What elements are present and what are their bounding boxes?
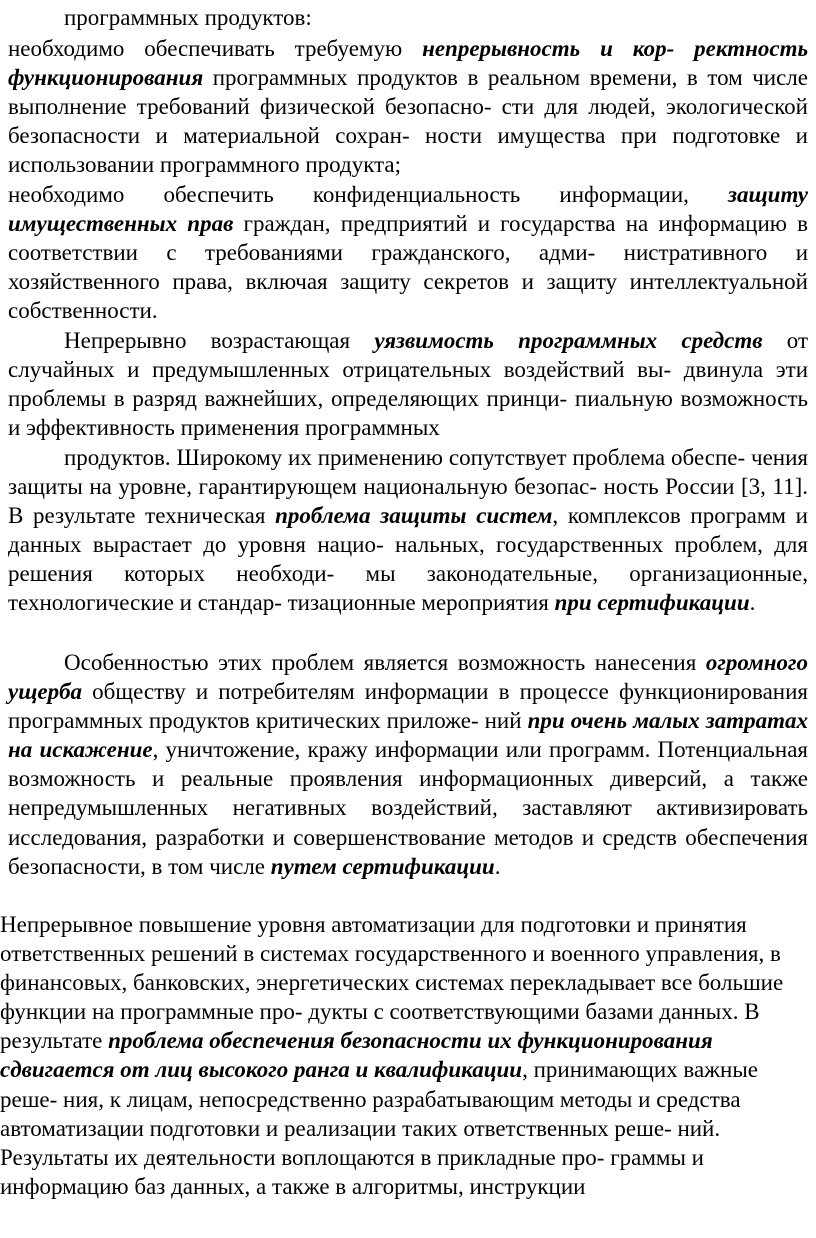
paragraph-vulnerability — [8, 326, 808, 442]
bullet-paragraph-2 — [8, 180, 808, 325]
intro-line — [64, 3, 804, 32]
bullet2-text-a: необходимо обеспечить конфиденциальность информации, — [8, 182, 729, 207]
bullet1-text-b: программных продуктов в реальном времени, в том числе выполнение требований физической безопасно- сти для людей, экологической безопасности и материальной сохран- ности имущества при подготовке и использовании программного продукта; — [8, 65, 808, 178]
para2-text-a: продуктов. Широкому их применению сопутствует проблема обеспе- чения защиты на уровне, гарантирующем национальную безопас- ность России [3, 11]. В результате техническая — [8, 445, 808, 529]
intro-text: программных продуктов: — [64, 5, 312, 30]
para1-text-b: от случайных и предумышленных отрицательных воздействий вы- двинула эти проблемы в разряд важнейших, определяющих принци- пиальную возможность и эффективность применения программных — [8, 328, 808, 441]
para1-text-a: Непрерывно возрастающая — [64, 328, 375, 353]
bullet-paragraph-1 — [8, 34, 808, 179]
bullet1-emphasis: непрерывность и кор- ректность функционирования — [8, 36, 808, 91]
para3-text-d: . — [494, 853, 501, 879]
para4-text-a: Непрерывное повышение уровня автоматизации для подготовки и принятия ответственных решений в системах государственного и военного управления, в финансовых, банковских, энергетических системах перекладывает все большие функции на программные про- дукты с соответствующими базами данных. В результате — [0, 912, 784, 1054]
para3-text-c: , уничтожение, кражу информации или программ. Потенциальная возможность и реальные проявления информационных диверсий, а также непредумышленных негативных воздействий, заставляют активизировать исследования, разработки и совершенствование методов и средств обеспечения безопасности, в том числе — [8, 737, 808, 879]
bullet2-emphasis: защиту имущественных прав — [8, 182, 808, 237]
para4-emphasis: проблема обеспечения безопасности их функционирования сдвигается от лиц высокого ранга и квалификации — [0, 1028, 713, 1083]
paragraph-protection-problem — [8, 443, 808, 618]
paragraph-automation — [0, 910, 795, 1201]
para3-text-b: обществу и потребителям информации в процессе функционирования программных продуктов критических приложе- ний — [8, 679, 808, 734]
paragraph-damage — [8, 648, 808, 881]
para2-emphasis-1: проблема защиты систем — [275, 503, 553, 529]
para4-text-b: , принимающих важные реше- ния, к лицам, непосредственно разрабатывающим методы и средства автоматизации подготовки и реализации таких ответственных реше- ний. Результаты их деятельности воплощаются в прикладные про- граммы и информацию баз данных, а также в алгоритмы, инструкции — [0, 1057, 759, 1199]
para3-emphasis-3: путем сертификации — [270, 853, 495, 879]
para1-emphasis: уязвимость программных средств — [374, 328, 763, 353]
bullet2-text-b: граждан, предприятий и государства на информацию в соответствии с требованиями гражданского, адми- нистративного и хозяйственного права, включая защиту секретов и защиту интеллектуальной собственности. — [8, 211, 809, 324]
para3-emphasis-2: при очень малых затратах на искажение — [8, 708, 809, 763]
para2-emphasis-2: при сертификации — [554, 590, 750, 616]
para3-text-a: Особенностью этих проблем является возможность нанесения — [64, 650, 706, 675]
para2-text-c: . — [749, 590, 756, 616]
para2-text-b: , комплексов программ и данных вырастает до уровня нацио- нальных, государственных проблем, для решения которых необходи- мы законодательные, организационные, технологические и стандар- тизационные мероприятия — [8, 503, 808, 616]
para3-emphasis-1: огромного ущерба — [8, 650, 808, 705]
bullet1-text-a: необходимо обеспечивать требуемую — [8, 36, 423, 61]
